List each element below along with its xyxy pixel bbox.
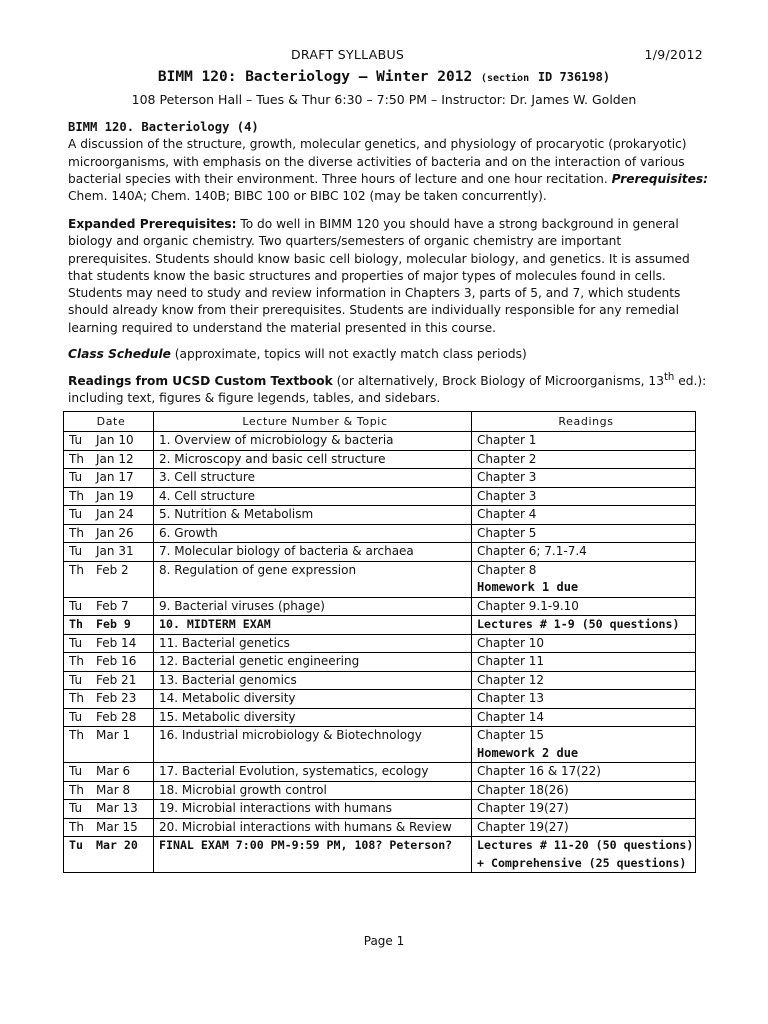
row-date-text: Feb 14 xyxy=(96,635,137,650)
row-date xyxy=(91,616,154,635)
row-day-text: Tu xyxy=(69,544,83,558)
row-date xyxy=(91,800,154,819)
row-reading-text: Chapter 12 xyxy=(477,672,545,687)
row-reading xyxy=(472,450,696,469)
table-row xyxy=(64,450,696,469)
row-date-text: Jan 31 xyxy=(96,544,134,558)
row-date xyxy=(91,524,154,543)
row-date xyxy=(91,708,154,727)
row-topic xyxy=(154,469,472,488)
row-day-text: Tu xyxy=(69,764,83,778)
row-topic xyxy=(154,763,472,782)
row-day-text: Th xyxy=(69,819,84,834)
readings-line2: including text, figures & figure legends, tables, and sidebars. xyxy=(68,391,441,406)
row-topic-text: 15. Metabolic diversity xyxy=(159,709,296,724)
row-topic xyxy=(154,690,472,709)
row-reading-text: Lectures # 1-9 (50 questions) xyxy=(477,617,680,631)
row-day-text: Th xyxy=(69,617,83,631)
expanded-prerequisites xyxy=(68,216,708,337)
table-row xyxy=(64,597,696,616)
row-date-text: Feb 21 xyxy=(96,672,137,687)
row-reading xyxy=(472,653,696,672)
row-date-text: Mar 15 xyxy=(96,819,138,834)
row-day-text: Th xyxy=(69,654,84,668)
readings-sup: th xyxy=(663,372,675,383)
row-date-text: Mar 1 xyxy=(96,728,131,742)
row-date xyxy=(91,653,154,672)
row-reading-text: Chapter 13 xyxy=(477,691,545,705)
row-topic-text: 4. Cell structure xyxy=(159,488,255,503)
row-day xyxy=(64,597,92,616)
row-reading-extra: + Comprehensive (25 questions) xyxy=(477,855,687,870)
row-topic xyxy=(154,487,472,506)
table-row xyxy=(64,524,696,543)
row-date-text: Feb 23 xyxy=(96,691,137,705)
row-reading-text: Chapter 15 xyxy=(477,728,545,742)
row-date xyxy=(91,450,154,469)
section-prefix: (section xyxy=(480,73,530,84)
row-reading xyxy=(472,708,696,727)
row-topic-text: 9. Bacterial viruses (phage) xyxy=(159,598,325,613)
class-schedule-note xyxy=(68,346,708,363)
page-number: Page 1 xyxy=(363,934,405,948)
row-date xyxy=(91,506,154,525)
row-day xyxy=(64,616,92,635)
row-date-text: Mar 6 xyxy=(96,764,131,778)
table-row xyxy=(64,837,696,873)
table-row xyxy=(64,690,696,709)
row-date-text: Feb 9 xyxy=(96,617,131,631)
table-row xyxy=(64,818,696,837)
row-reading xyxy=(472,634,696,653)
row-topic xyxy=(154,671,472,690)
row-day xyxy=(64,469,92,488)
row-day xyxy=(64,708,92,727)
description-heading: BIMM 120. Bacteriology (4) xyxy=(68,120,259,134)
row-day xyxy=(64,524,92,543)
row-reading-text: Chapter 6; 7.1-7.4 xyxy=(477,544,587,558)
row-date xyxy=(91,469,154,488)
row-day-text: Tu xyxy=(69,598,83,613)
class-schedule-label: Class Schedule xyxy=(68,347,171,361)
table-row xyxy=(64,653,696,672)
table-row xyxy=(64,727,696,763)
row-day xyxy=(64,690,92,709)
row-topic-text: 16. Industrial microbiology & Biotechnology xyxy=(159,728,422,742)
row-topic-text: 18. Microbial growth control xyxy=(159,782,327,797)
row-date xyxy=(91,763,154,782)
row-reading-extra: Homework 1 due xyxy=(477,580,579,594)
header-topic: Lecture Number & Topic xyxy=(154,412,472,432)
row-reading-text: Chapter 9.1-9.10 xyxy=(477,598,579,613)
row-reading-text: Chapter 8 xyxy=(477,562,537,577)
row-topic-text: 14. Metabolic diversity xyxy=(159,691,296,705)
row-reading-extra: Homework 2 due xyxy=(477,745,579,760)
draft-label: DRAFT SYLLABUS xyxy=(291,47,405,62)
row-topic xyxy=(154,727,472,763)
row-topic xyxy=(154,597,472,616)
row-topic-text: 20. Microbial interactions with humans & Review xyxy=(159,819,452,834)
schedule-body xyxy=(64,432,696,873)
row-topic xyxy=(154,432,472,451)
row-day xyxy=(64,506,92,525)
row-reading-text: Chapter 3 xyxy=(477,488,537,503)
row-topic-text: 8. Regulation of gene expression xyxy=(159,562,357,577)
row-date-text: Jan 19 xyxy=(96,488,134,503)
row-reading xyxy=(472,597,696,616)
row-date-text: Feb 2 xyxy=(96,562,129,577)
row-day-text: Tu xyxy=(69,433,83,447)
row-topic xyxy=(154,818,472,837)
row-day xyxy=(64,671,92,690)
row-topic-text: 19. Microbial interactions with humans xyxy=(159,801,392,815)
row-day-text: Th xyxy=(69,782,84,797)
course-title-text: BIMM 120: Bacteriology – Winter 2012 xyxy=(157,69,473,85)
row-topic-text: FINAL EXAM 7:00 PM-9:59 PM, 108? Peterson? xyxy=(159,838,453,852)
row-day xyxy=(64,487,92,506)
row-topic-text: 10. MIDTERM EXAM xyxy=(159,617,271,631)
row-topic xyxy=(154,653,472,672)
row-date xyxy=(91,837,154,873)
row-reading xyxy=(472,432,696,451)
row-day xyxy=(64,561,92,597)
row-reading-text: Chapter 18(26) xyxy=(477,782,569,797)
row-day xyxy=(64,763,92,782)
row-topic-text: 5. Nutrition & Metabolism xyxy=(159,507,314,521)
row-topic-text: 13. Bacterial genomics xyxy=(159,672,297,687)
table-row xyxy=(64,561,696,597)
row-day-text: Tu xyxy=(69,838,83,852)
course-title xyxy=(0,69,768,85)
section-id: ID 736198) xyxy=(537,70,611,84)
row-day-text: Th xyxy=(69,488,84,503)
row-date-text: Jan 17 xyxy=(96,470,134,484)
row-date xyxy=(91,597,154,616)
row-day-text: Tu xyxy=(69,470,83,484)
row-day-text: Th xyxy=(69,562,84,577)
row-date-text: Feb 7 xyxy=(96,598,129,613)
header-date: Date xyxy=(64,412,154,432)
row-reading xyxy=(472,506,696,525)
row-reading-text: Chapter 19(27) xyxy=(477,819,569,834)
row-date xyxy=(91,561,154,597)
table-row xyxy=(64,671,696,690)
row-day-text: Tu xyxy=(69,801,83,815)
document-date: 1/9/2012 xyxy=(644,47,703,62)
row-day-text: Tu xyxy=(69,709,83,724)
row-date-text: Jan 24 xyxy=(96,507,134,521)
row-day xyxy=(64,450,92,469)
row-topic xyxy=(154,634,472,653)
row-date xyxy=(91,543,154,562)
row-day xyxy=(64,653,92,672)
row-date xyxy=(91,671,154,690)
description-text: A discussion of the structure, growth, molecular genetics, and physiology of procaryotic (prokaryotic) microorganisms, with emphasis on the diverse activities of bacteria and on the interaction of various bacterial species with their environment. Three hours of lecture and one hour recitation. xyxy=(68,137,687,186)
class-schedule-text: (approximate, topics will not exactly match class periods) xyxy=(174,347,527,361)
row-reading xyxy=(472,561,696,597)
row-day-text: Th xyxy=(69,525,84,540)
row-topic-text: 6. Growth xyxy=(159,525,218,540)
row-date xyxy=(91,487,154,506)
row-day-text: Tu xyxy=(69,507,83,521)
row-topic xyxy=(154,561,472,597)
table-row xyxy=(64,543,696,562)
row-reading xyxy=(472,487,696,506)
table-row xyxy=(64,634,696,653)
row-day xyxy=(64,781,92,800)
row-day-text: Tu xyxy=(69,672,83,687)
row-reading xyxy=(472,763,696,782)
row-date-text: Mar 8 xyxy=(96,782,131,797)
row-topic xyxy=(154,524,472,543)
row-reading-text: Chapter 11 xyxy=(477,654,545,668)
prerequisites-label: Prerequisites: xyxy=(611,171,708,186)
expanded-prerequisites-text: To do well in BIMM 120 you should have a strong background in general biology and organic chemistry. Two quarters/semesters of organic chemistry are important prerequisites. Students should know basic cell biology, molecular biology, and genetics. It is assumed that students know the basic structures and properties of major types of molecules found in cells. Students may need to study and review information in Chapters 3, parts of 5, and 7, which students should already know from their prerequisites. Students are individually responsible for any remedial learning required to understand the material presented in this course. xyxy=(68,217,690,335)
course-description xyxy=(68,119,708,205)
row-reading xyxy=(472,818,696,837)
table-row xyxy=(64,506,696,525)
row-date xyxy=(91,432,154,451)
table-header-row xyxy=(64,412,696,432)
row-day xyxy=(64,837,92,873)
row-topic xyxy=(154,506,472,525)
row-reading xyxy=(472,671,696,690)
table-row xyxy=(64,708,696,727)
row-reading xyxy=(472,524,696,543)
row-reading-text: Chapter 16 & 17(22) xyxy=(477,764,601,778)
row-topic xyxy=(154,708,472,727)
row-topic-text: 2. Microscopy and basic cell structure xyxy=(159,451,386,466)
row-reading xyxy=(472,800,696,819)
row-reading xyxy=(472,469,696,488)
readings-text: (or alternatively, Brock Biology of Microorganisms, 13 xyxy=(336,374,664,389)
row-reading-text: Lectures # 11-20 (50 questions) xyxy=(477,838,694,852)
row-reading-text: Chapter 14 xyxy=(477,709,545,724)
row-date xyxy=(91,781,154,800)
schedule-table xyxy=(63,411,696,873)
row-reading xyxy=(472,690,696,709)
row-topic-text: 12. Bacterial genetic engineering xyxy=(159,654,360,668)
row-reading-text: Chapter 19(27) xyxy=(477,801,569,815)
row-reading xyxy=(472,781,696,800)
table-row xyxy=(64,432,696,451)
row-day xyxy=(64,818,92,837)
row-topic xyxy=(154,781,472,800)
readings-label: Readings from UCSD Custom Textbook xyxy=(68,374,333,389)
row-reading-text: Chapter 3 xyxy=(477,470,537,484)
row-topic xyxy=(154,543,472,562)
row-day-text: Th xyxy=(69,728,84,742)
row-topic-text: 17. Bacterial Evolution, systematics, ecology xyxy=(159,764,429,778)
table-row xyxy=(64,616,696,635)
row-reading-text: Chapter 5 xyxy=(477,525,537,540)
row-reading-text: Chapter 10 xyxy=(477,635,545,650)
row-date-text: Jan 10 xyxy=(96,433,134,447)
row-day xyxy=(64,543,92,562)
prerequisites-text: Chem. 140A; Chem. 140B; BIBC 100 or BIBC 102 (may be taken concurrently). xyxy=(68,189,547,204)
row-topic-text: 7. Molecular biology of bacteria & archaea xyxy=(159,544,414,558)
row-date-text: Feb 28 xyxy=(96,709,137,724)
row-topic-text: 3. Cell structure xyxy=(159,470,255,484)
header-readings: Readings xyxy=(472,412,696,432)
row-reading-text: Chapter 4 xyxy=(477,507,537,521)
expanded-prerequisites-label: Expanded Prerequisites: xyxy=(68,217,237,231)
row-day-text: Tu xyxy=(69,635,83,650)
row-date xyxy=(91,727,154,763)
row-date-text: Feb 16 xyxy=(96,654,137,668)
row-reading-text: Chapter 2 xyxy=(477,451,537,466)
row-topic-text: 11. Bacterial genetics xyxy=(159,635,290,650)
row-reading xyxy=(472,616,696,635)
row-topic xyxy=(154,616,472,635)
row-day xyxy=(64,727,92,763)
row-reading-text: Chapter 1 xyxy=(477,433,537,447)
readings-text-after: ed.): xyxy=(678,374,707,389)
table-row xyxy=(64,469,696,488)
row-day-text: Th xyxy=(69,691,84,705)
row-topic xyxy=(154,800,472,819)
row-topic-text: 1. Overview of microbiology & bacteria xyxy=(159,433,394,447)
row-date-text: Jan 26 xyxy=(96,525,134,540)
row-date xyxy=(91,634,154,653)
row-day xyxy=(64,634,92,653)
course-location-instructor: 108 Peterson Hall – Tues & Thur 6:30 – 7:50 PM – Instructor: Dr. James W. Golden xyxy=(131,92,637,107)
row-reading xyxy=(472,837,696,873)
row-day xyxy=(64,432,92,451)
table-row xyxy=(64,487,696,506)
row-date xyxy=(91,818,154,837)
row-date-text: Mar 20 xyxy=(96,838,138,852)
row-reading xyxy=(472,543,696,562)
row-date-text: Mar 13 xyxy=(96,801,138,815)
row-reading xyxy=(472,727,696,763)
table-row xyxy=(64,781,696,800)
row-topic xyxy=(154,450,472,469)
row-topic xyxy=(154,837,472,873)
readings-note xyxy=(68,369,708,408)
table-row xyxy=(64,763,696,782)
table-row xyxy=(64,800,696,819)
row-date-text: Jan 12 xyxy=(96,451,134,466)
row-day xyxy=(64,800,92,819)
row-day-text: Th xyxy=(69,451,84,466)
row-date xyxy=(91,690,154,709)
